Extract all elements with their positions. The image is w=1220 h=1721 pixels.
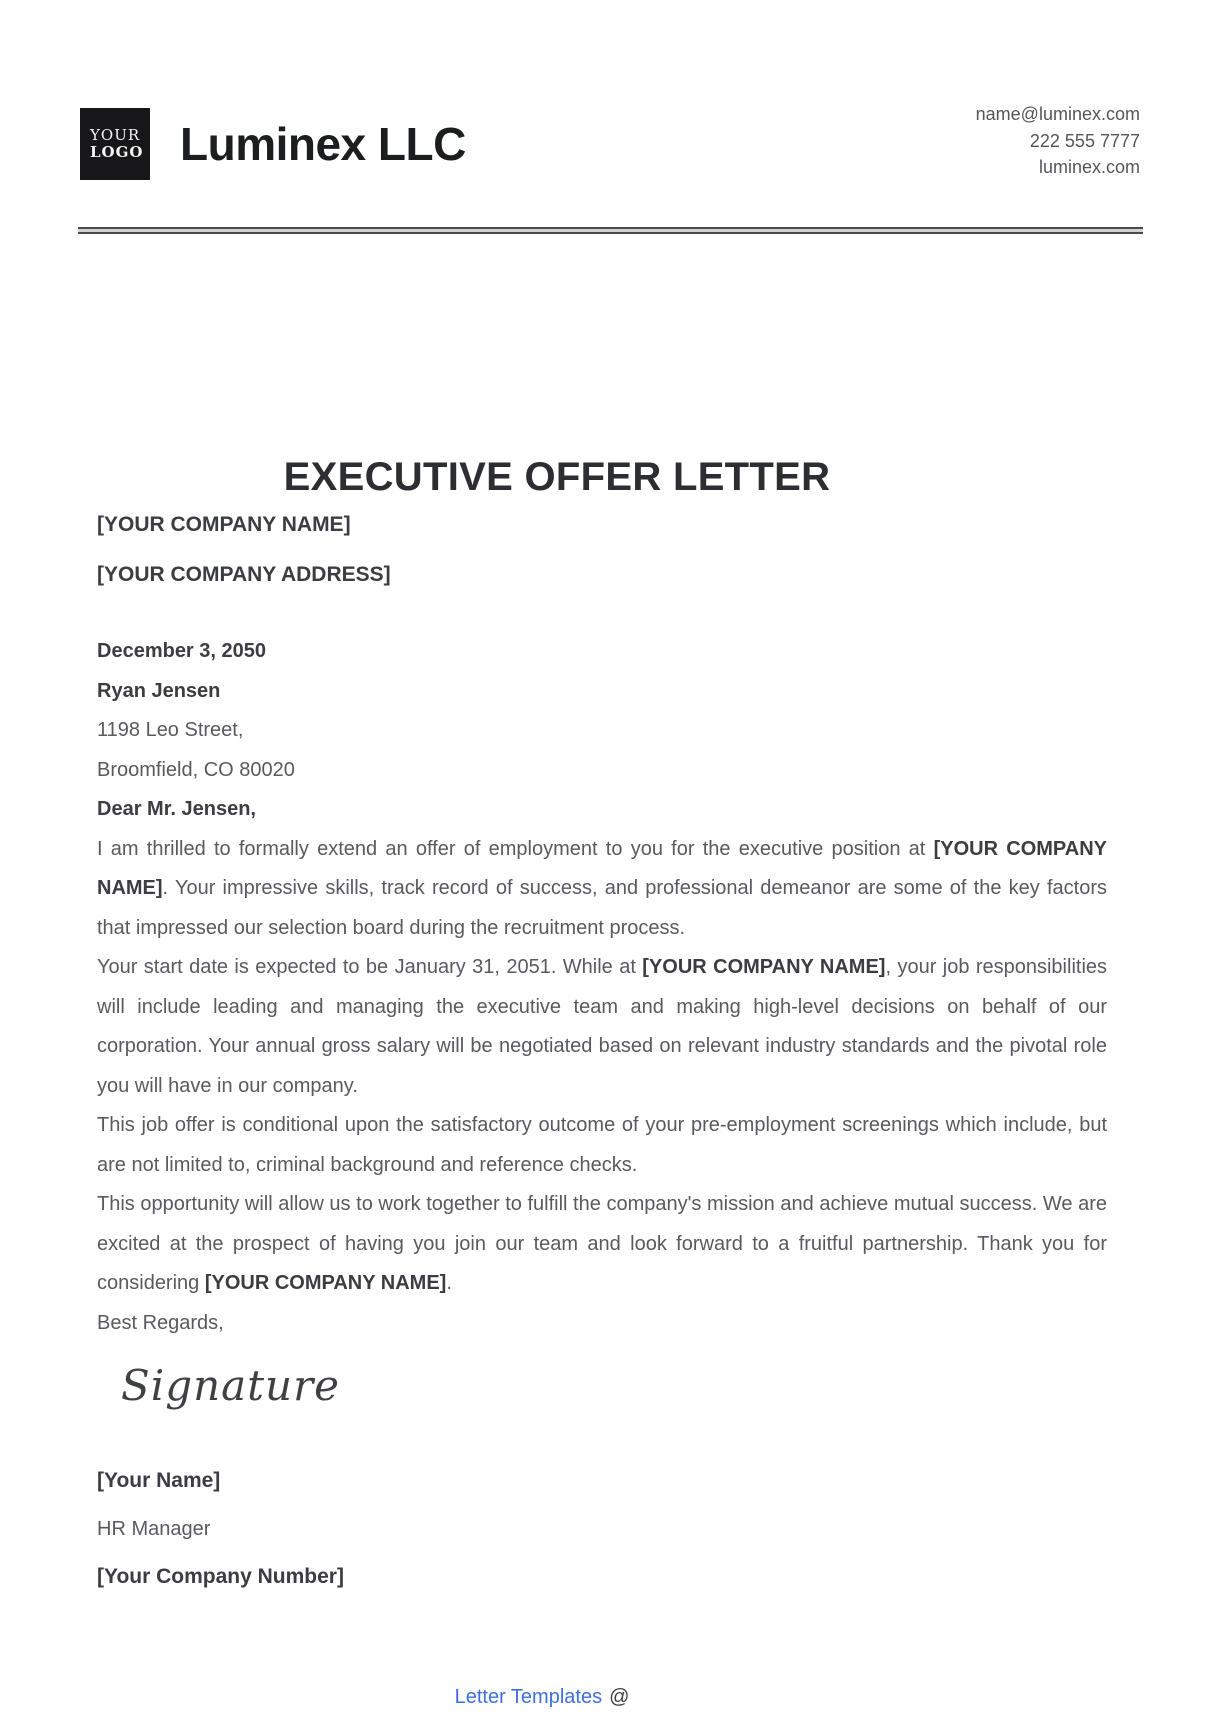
contact-email: name@luminex.com (975, 104, 1140, 124)
sender-company-number-placeholder: [Your Company Number] (97, 1565, 344, 1588)
letter-body (97, 455, 1107, 1590)
page-footer (0, 1684, 1152, 1710)
contact-info (976, 101, 1140, 181)
company-logo (80, 108, 150, 180)
contact-phone: 222 555 7777 (1029, 130, 1140, 151)
contact-website: luminex.com (1038, 157, 1140, 177)
header-divider (78, 227, 1143, 234)
sender-name-placeholder: [Your Name] (97, 1469, 221, 1492)
recipient-address-line2: Broomfield, CO 80020 (97, 758, 295, 781)
company-name-placeholder: [YOUR COMPANY NAME] (97, 513, 351, 536)
company-name-heading: Luminex LLC (180, 118, 466, 170)
recipient-address-line1: 1198 Leo Street, (97, 719, 244, 741)
logo-text-line1: YOUR (90, 126, 141, 144)
letter-title: EXECUTIVE OFFER LETTER (283, 455, 831, 499)
letter-date: December 3, 2050 (97, 640, 267, 662)
signature-script: Signature (121, 1361, 341, 1410)
logo-text-line2: LOGO (90, 143, 144, 161)
body-paragraph-3: This job offer is conditional upon the satisfactory outcome of your pre-employment screenings which include, but are not limited to, criminal background and reference checks. (97, 1114, 1107, 1176)
recipient-name: Ryan Jensen (97, 679, 221, 702)
body-paragraph-1: I am thrilled to formally extend an offer of employment to you for the executive position at [YOUR COMPANY NAME]. Your impressive skills, track record of success, and professional demeanor are some of the key factors that impressed our selection board during the recruitment process. (97, 837, 1107, 939)
body-paragraph-4: This opportunity will allow us to work together to fulfill the company's mission and achieve mutual success. We are excited at the prospect of having you join our team and look forward to a fruitful partnership. Thank you for considering [YOUR COMPANY NAME]. (97, 1193, 1107, 1294)
footer-at-symbol: @ (609, 1686, 630, 1708)
salutation: Dear Mr. Jensen, (97, 798, 256, 820)
closing-line: Best Regards, (97, 1311, 224, 1334)
letter-templates-link[interactable]: Letter Templates (454, 1686, 603, 1708)
letter-flow (97, 632, 1107, 1343)
sender-job-title: HR Manager (97, 1518, 211, 1540)
company-address-placeholder: [YOUR COMPANY ADDRESS] (97, 563, 391, 586)
body-paragraph-2: Your start date is expected to be January 31, 2051. While at [YOUR COMPANY NAME], your job responsibilities will include leading and managing the executive team and making high-level decisions on behalf of our corporation. Your annual gross salary will be negotiated based on relevant industry standards and the pivotal role you will have in our company. (97, 956, 1108, 1097)
